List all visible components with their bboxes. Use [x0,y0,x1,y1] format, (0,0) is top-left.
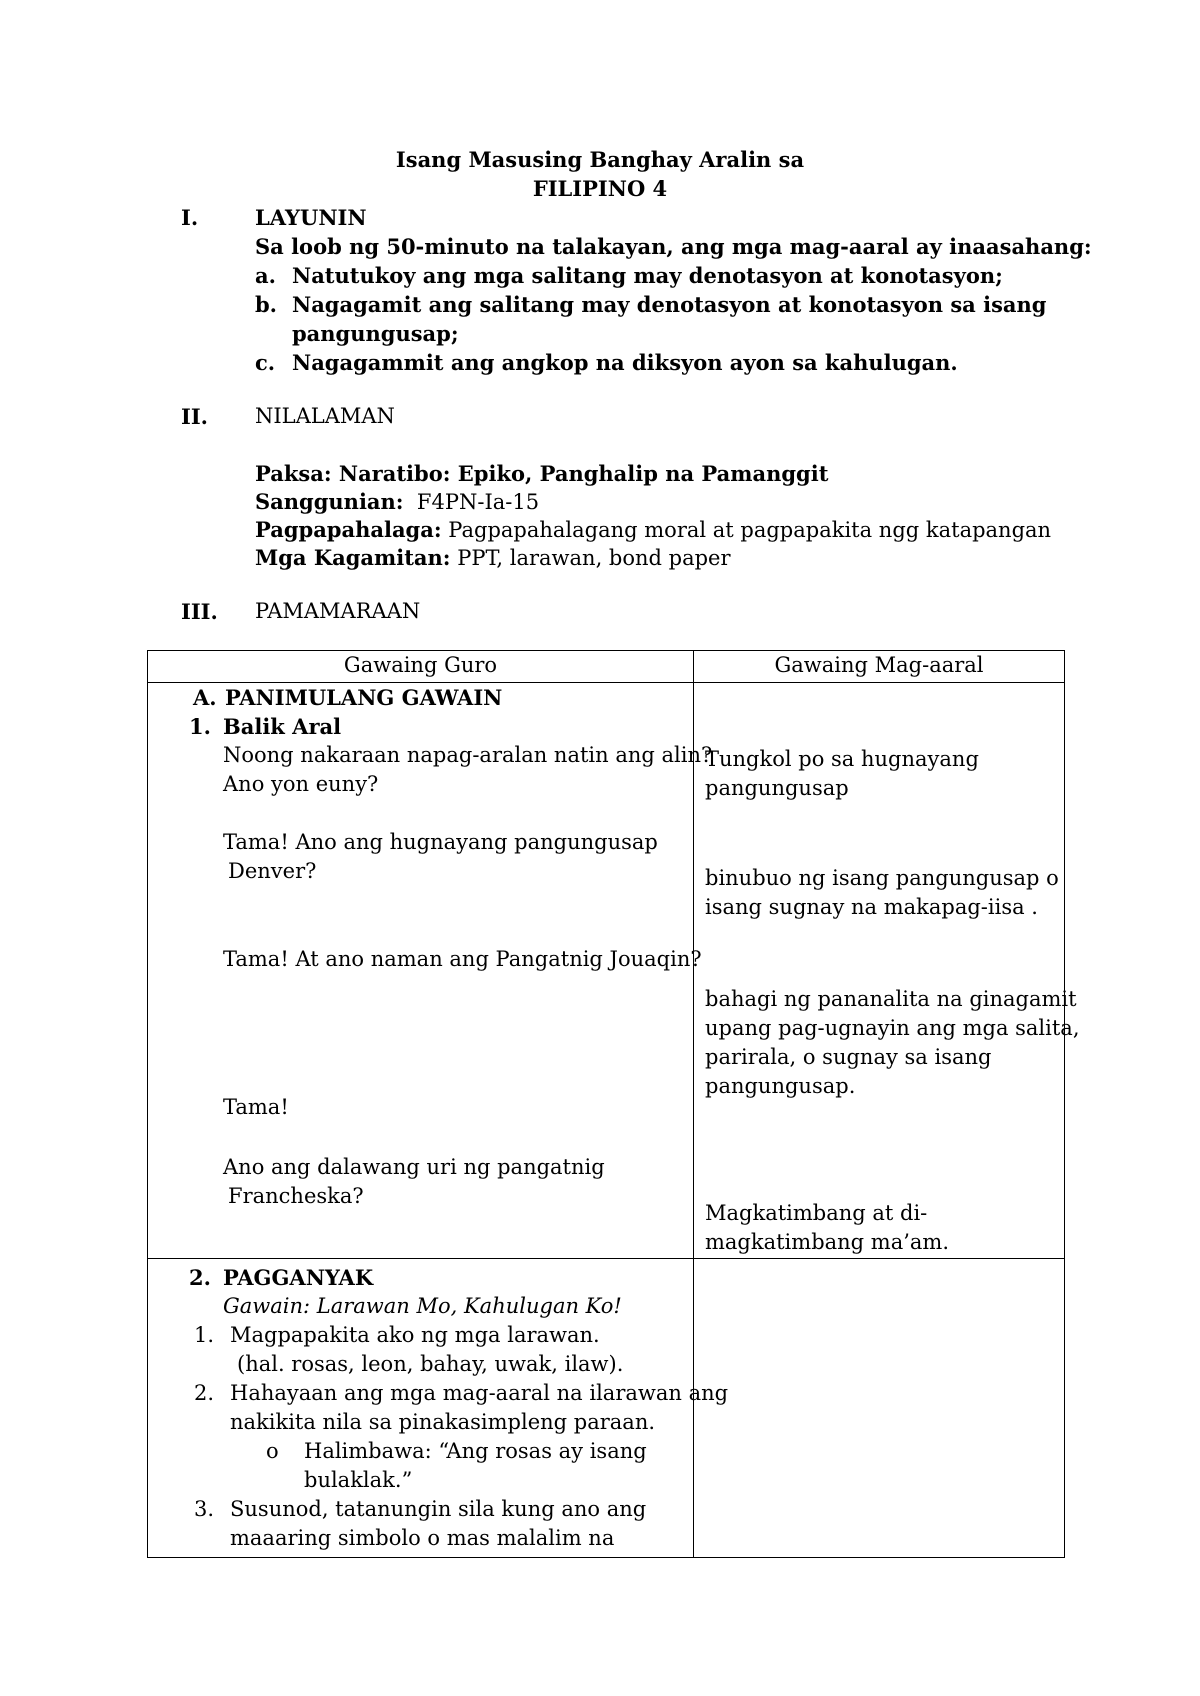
section-a-title: PANIMULANG GAWAIN [225,685,503,710]
activity-table [147,650,1080,1558]
activity-title: Gawain: Larawan Mo, Kahulugan Ko! [223,1294,622,1318]
objective-b-letter: b. [255,292,277,317]
table-row-pagganyak [148,1259,1065,1558]
table-row-panimula [148,683,1065,1259]
objective-a: Natutukoy ang mga salitang may denotasyon at konotasyon; [292,263,1003,288]
section-1-heading: LAYUNIN [255,205,367,230]
subsection-2-title: PAGGANYAK [223,1265,374,1290]
bullet-icon: o [266,1439,279,1463]
section-2-numeral: II. [181,404,208,429]
table-header-row [148,651,1065,683]
pagpapahalaga-label: Pagpapahalaga: [255,517,442,542]
student-line: bahagi ng pananalita na ginagamit [705,987,1077,1011]
step-line: (hal. rosas, leon, bahay, uwak, ilaw). [237,1352,624,1376]
kagamitan-label: Mga Kagamitan: [255,545,451,570]
paksa-line: Paksa: Naratibo: Epiko, Panghalip na Pamanggit [255,461,829,486]
section-3-numeral: III. [181,599,218,624]
section-a-letter: A. [193,685,217,710]
teacher-line: Tama! Ano ang hugnayang pangungusap [223,830,658,854]
section-2-heading: NILALAMAN [255,404,395,428]
teacher-cell-panimula [148,683,713,1259]
student-line: magkatimbang ma’am. [705,1230,950,1254]
subsection-2-number: 2. [189,1265,211,1290]
kagamitan-line [255,543,731,573]
student-line: pangungusap [705,776,849,800]
section-1-numeral: I. [181,205,199,230]
student-line: upang pag-ugnayin ang mga salita, [705,1016,1080,1040]
student-line: pangungusap. [705,1074,856,1098]
objective-a-letter: a. [255,263,276,288]
objective-c-letter: c. [255,350,276,375]
col-header-teacher: Gawaing Guro [148,651,694,683]
kagamitan-value: PPT, larawan, bond paper [457,546,731,570]
step-line: nakikita nila sa pinakasimpleng paraan. [230,1410,656,1434]
title-line-1: Isang Masusing Banghay Aralin sa [395,147,805,172]
sanggunian-value: F4PN-Ia-15 [416,490,540,514]
student-cell-panimula [694,683,1080,1259]
step-line: Hahayaan ang mga mag-aaral na ilarawan ang [230,1381,729,1405]
sanggunian-line [255,487,539,517]
pagpapahalaga-value: Pagpapahalagang moral at pagpapakita ngg katapangan [448,518,1052,542]
step-line: Magpapakita ako ng mga larawan. [230,1323,600,1347]
teacher-line: Tama! [223,1095,289,1119]
student-cell-pagganyak [694,1259,1065,1558]
student-line: Magkatimbang at di- [705,1201,928,1225]
step-line: Susunod, tatanungin sila kung ano ang [230,1497,647,1521]
example-line: bulaklak.” [304,1468,413,1492]
teacher-line: Denver? [228,859,317,883]
title-line-2: FILIPINO 4 [532,176,668,201]
teacher-line: Francheska? [228,1184,364,1208]
student-line: Tungkol po sa hugnayang [705,747,979,771]
sanggunian-label: Sanggunian: [255,489,404,514]
subsection-1-number: 1. [189,714,211,739]
student-line: binubuo ng isang pangungusap o [705,866,1059,890]
teacher-line: Noong nakaraan napag-aralan natin ang alin? [223,743,713,767]
teacher-line: Ano yon euny? [223,772,379,796]
step-2-number: 2. [194,1381,215,1405]
teacher-cell-pagganyak [148,1259,729,1558]
pagpapahalaga-line [255,515,1051,545]
student-line: parirala, o sugnay sa isang [705,1045,992,1069]
step-1-number: 1. [194,1323,215,1347]
subsection-1-title: Balik Aral [223,714,342,739]
step-line: maaaring simbolo o mas malalim na [230,1526,615,1550]
objective-c: Nagagammit ang angkop na diksyon ayon sa kahulugan. [292,350,958,375]
teacher-line: Tama! At ano naman ang Pangatnig Jouaqin? [223,947,702,971]
teacher-line: Ano ang dalawang uri ng pangatnig [223,1155,605,1179]
section-3-heading: PAMAMARAAN [255,599,421,623]
objective-b: Nagagamit ang salitang may denotasyon at konotasyon sa isang [292,292,1047,317]
example-line: Halimbawa: “Ang rosas ay isang [304,1439,647,1463]
student-line: isang sugnay na makapag-iisa . [705,895,1038,919]
objective-b-continued: pangungusap; [292,321,459,346]
objectives-intro: Sa loob ng 50-minuto na talakayan, ang mga mag-aaral ay inaasahang: [255,234,1092,259]
step-3-number: 3. [194,1497,215,1521]
col-header-student: Gawaing Mag-aaral [694,651,1065,683]
